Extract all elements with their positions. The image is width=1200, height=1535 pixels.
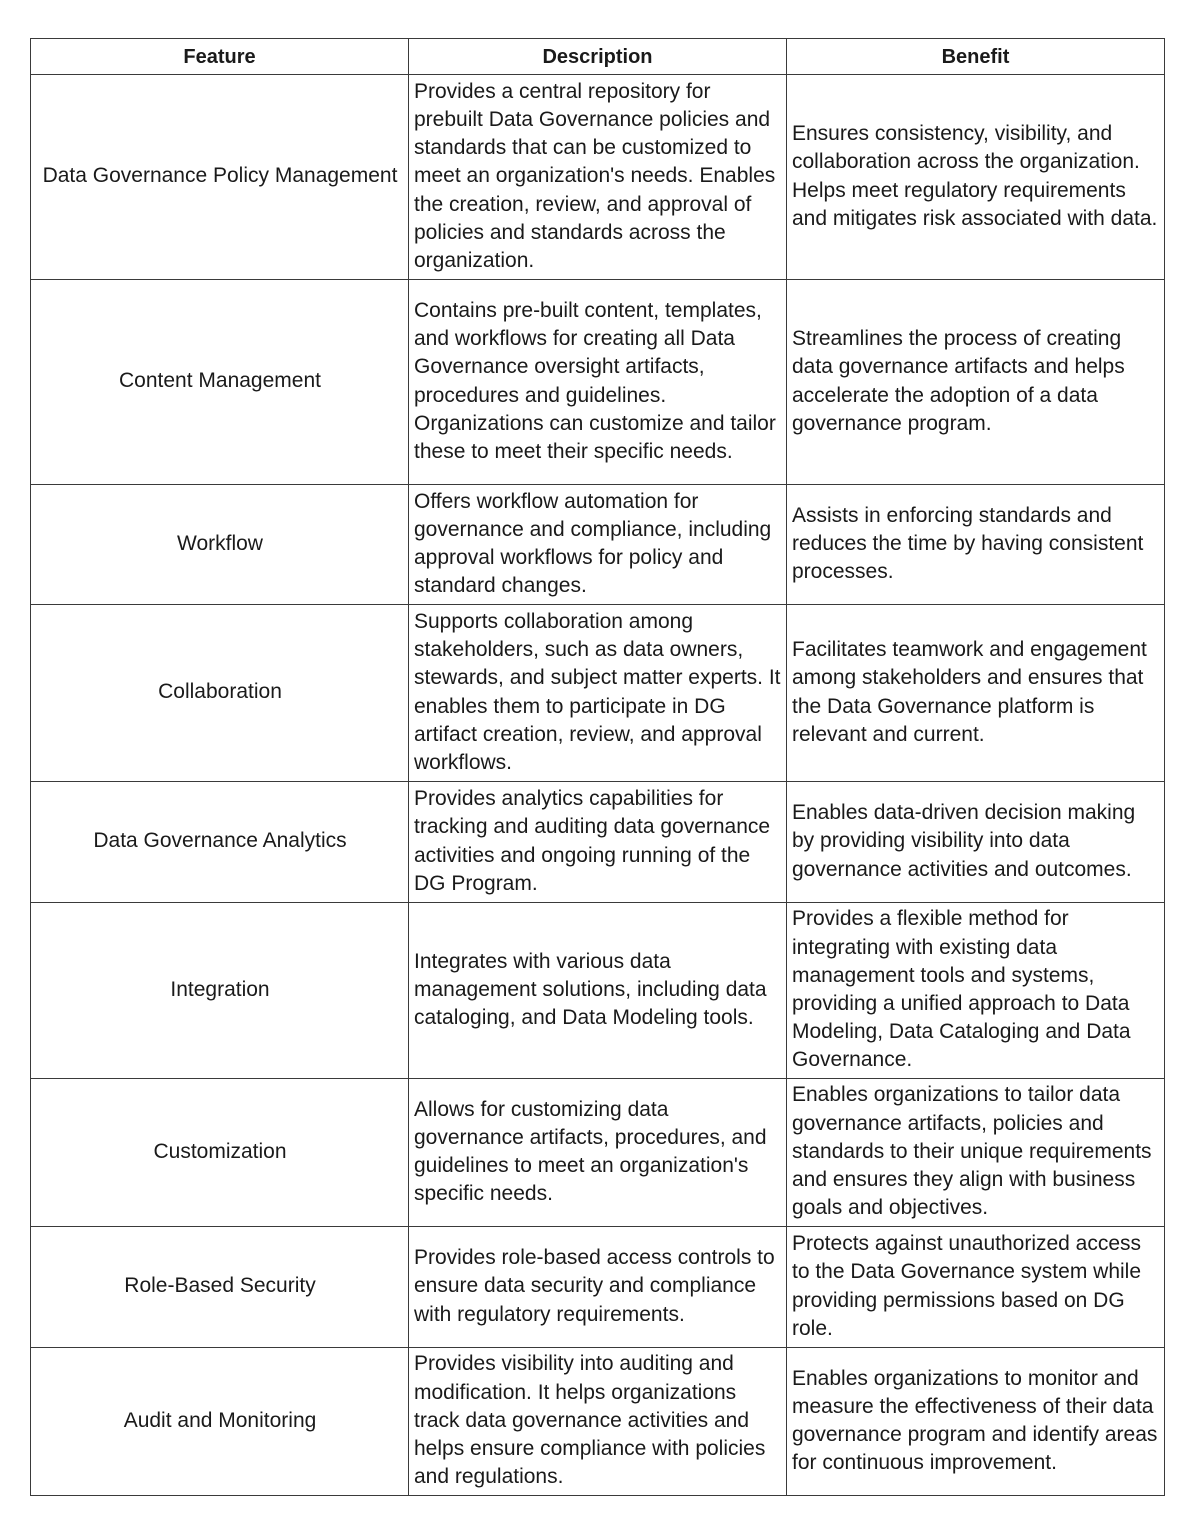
benefit-cell: Provides a flexible method for integrating with existing data management tools and systems, providing a unified approach to Data Modeling, Data Cataloging and Data Governance. (787, 903, 1165, 1079)
description-cell: Contains pre-built content, templates, and workflows for creating all Data Governance oversight artifacts, procedures and guidelines. Organizations can customize and tailor these to meet their specific needs. (409, 280, 787, 485)
feature-cell: Content Management (31, 280, 409, 485)
table-row (31, 1079, 1165, 1227)
feature-cell: Data Governance Analytics (31, 782, 409, 903)
description-cell: Provides analytics capabilities for tracking and auditing data governance activities and ongoing running of the DG Program. (409, 782, 787, 903)
table-row (31, 1227, 1165, 1348)
benefit-cell: Assists in enforcing standards and reduces the time by having consistent processes. (787, 485, 1165, 605)
header-description: Description (409, 39, 787, 75)
feature-cell: Data Governance Policy Management (31, 75, 409, 280)
table-row (31, 280, 1165, 485)
feature-table (30, 38, 1165, 1496)
table-row (31, 903, 1165, 1079)
description-cell: Provides visibility into auditing and modification. It helps organizations track data governance activities and helps ensure compliance with policies and regulations. (409, 1348, 787, 1496)
feature-cell: Audit and Monitoring (31, 1348, 409, 1496)
header-benefit: Benefit (787, 39, 1165, 75)
feature-cell: Role-Based Security (31, 1227, 409, 1348)
benefit-cell: Enables organizations to monitor and measure the effectiveness of their data governance program and identify areas for continuous improvement. (787, 1348, 1165, 1496)
benefit-cell: Streamlines the process of creating data governance artifacts and helps accelerate the adoption of a data governance program. (787, 280, 1165, 485)
header-row (31, 39, 1165, 75)
benefit-cell: Protects against unauthorized access to the Data Governance system while providing permissions based on DG role. (787, 1227, 1165, 1348)
benefit-cell: Ensures consistency, visibility, and collaboration across the organization. Helps meet regulatory requirements and mitigates risk associated with data. (787, 75, 1165, 280)
description-cell: Supports collaboration among stakeholders, such as data owners, stewards, and subject matter experts. It enables them to participate in DG artifact creation, review, and approval workflows. (409, 605, 787, 782)
benefit-cell: Enables organizations to tailor data governance artifacts, policies and standards to their unique requirements and ensures they align with business goals and objectives. (787, 1079, 1165, 1227)
description-cell: Allows for customizing data governance artifacts, procedures, and guidelines to meet an organization's specific needs. (409, 1079, 787, 1227)
table-row (31, 485, 1165, 605)
table-row (31, 605, 1165, 782)
feature-cell: Customization (31, 1079, 409, 1227)
description-cell: Provides a central repository for prebuilt Data Governance policies and standards that can be customized to meet an organization's needs. Enables the creation, review, and approval of policies and standards across the organization. (409, 75, 787, 280)
table-row (31, 1348, 1165, 1496)
table-row (31, 75, 1165, 280)
header-feature: Feature (31, 39, 409, 75)
table-row (31, 782, 1165, 903)
description-cell: Provides role-based access controls to ensure data security and compliance with regulatory requirements. (409, 1227, 787, 1348)
feature-cell: Integration (31, 903, 409, 1079)
feature-cell: Workflow (31, 485, 409, 605)
description-cell: Integrates with various data management solutions, including data cataloging, and Data Modeling tools. (409, 903, 787, 1079)
description-cell: Offers workflow automation for governance and compliance, including approval workflows for policy and standard changes. (409, 485, 787, 605)
benefit-cell: Facilitates teamwork and engagement among stakeholders and ensures that the Data Governance platform is relevant and current. (787, 605, 1165, 782)
benefit-cell: Enables data-driven decision making by providing visibility into data governance activities and outcomes. (787, 782, 1165, 903)
feature-cell: Collaboration (31, 605, 409, 782)
